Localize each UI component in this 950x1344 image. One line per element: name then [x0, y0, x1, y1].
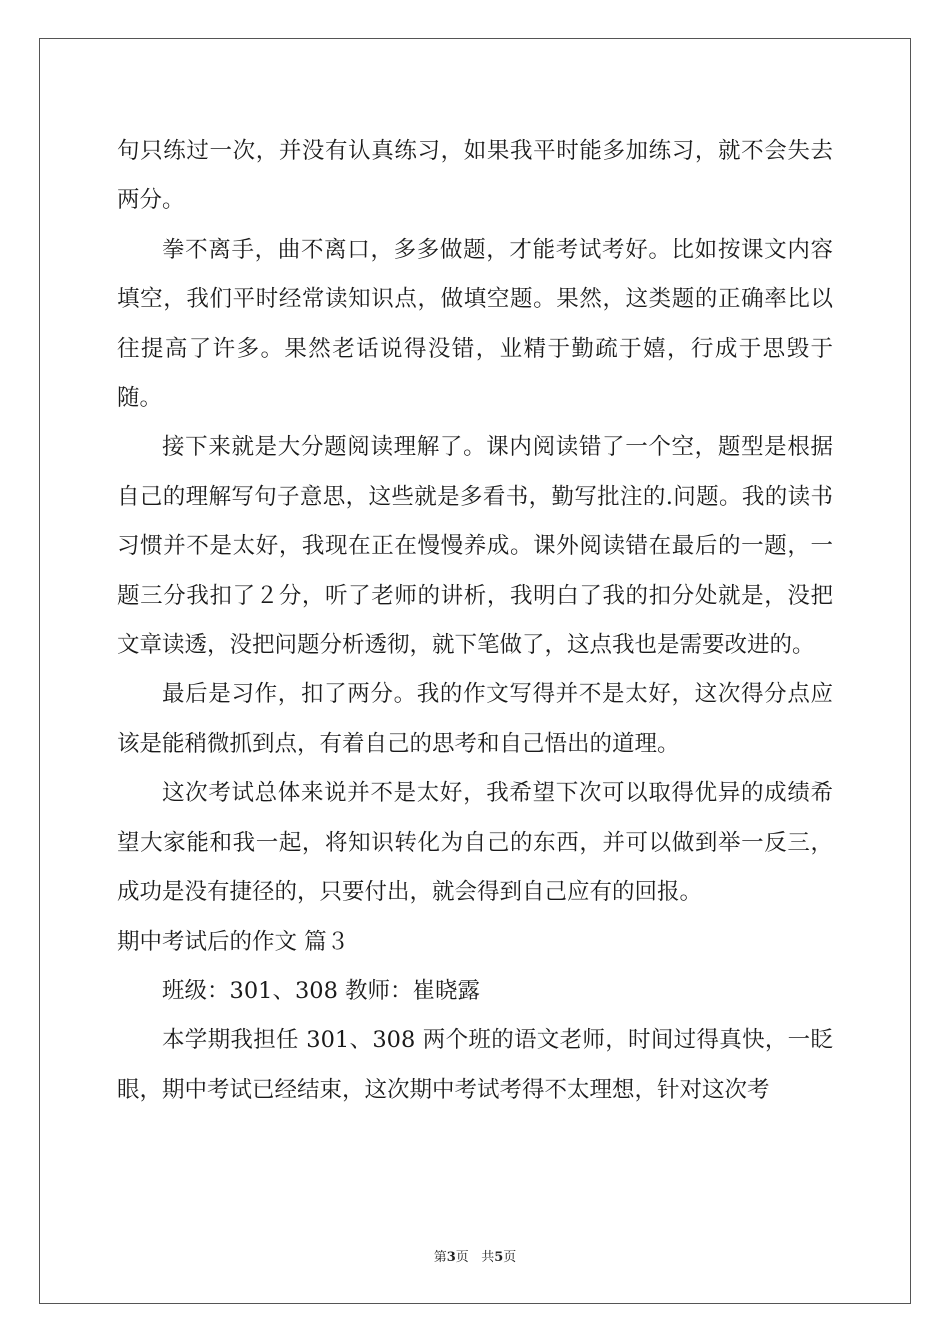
paragraph-summary: 这次考试总体来说并不是太好，我希望下次可以取得优异的成绩希望大家能和我一起，将知识转化为自己的东西，并可以做到举一反三，成功是没有捷径的，只要付出，就会得到自己应有的回报。	[117, 780, 833, 906]
class-teacher-line: 班级：301、308 教师：崔晓露	[162, 977, 481, 1004]
total-suffix: 页	[503, 1250, 517, 1265]
paragraph-practice: 拳不离手，曲不离口，多多做题，才能考试考好。比如按课文内容填空，我们平时经常读知识点，做填空题。果然，这类题的正确率比以往提高了许多。果然老话说得没错，业精于勤疏于嬉，行成于思毁于随。	[117, 236, 833, 412]
total-prefix: 共	[481, 1250, 495, 1265]
paragraph-reading: 接下来就是大分题阅读理解了。课内阅读错了一个空，题型是根据自己的理解写句子意思，这些就是多看书，勤写批注的.问题。我的读书习惯并不是太好，我现在正在慢慢养成。课外阅读错在最后的一题，一题三分我扣了２分，听了老师的讲析，我明白了我的扣分处就是，没把文章读透，没把问题分析透彻，就下笔做了，这点我也是需要改进的。	[117, 434, 833, 659]
page-footer	[0, 1246, 950, 1265]
page-suffix: 页	[455, 1250, 469, 1265]
paragraph-semester: 本学期我担任 301、308 两个班的语文老师，时间过得真快，一眨眼，期中考试已经结束，这次期中考试考得不太理想，针对这次考	[117, 1027, 833, 1103]
page-prefix: 第	[433, 1250, 447, 1265]
paragraph-continuation: 句只练过一次，并没有认真练习，如果我平时能多加练习，就不会失去两分。	[117, 138, 833, 214]
document-body	[117, 127, 833, 1115]
total-pages: 5	[494, 1250, 504, 1265]
paragraph-composition: 最后是习作，扣了两分。我的作文写得并不是太好，这次得分点应该是能稍微抓到点，有着自己的思考和自己悟出的道理。	[117, 681, 833, 757]
page-number: 3	[446, 1250, 456, 1265]
section-heading: 期中考试后的作文 篇３	[117, 928, 350, 955]
